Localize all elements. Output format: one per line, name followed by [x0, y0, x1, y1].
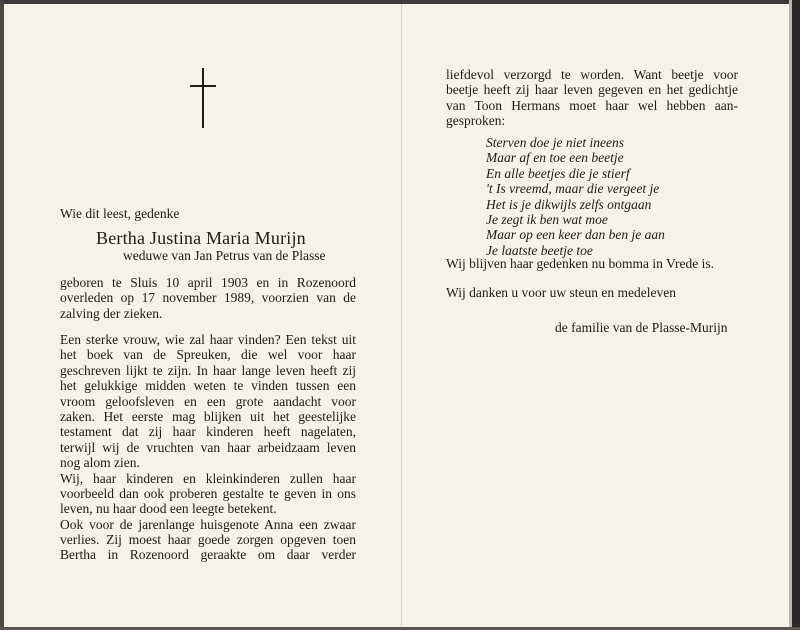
remembrance-line: Wij blijven haar gedenken nu bomma in Vrede is.: [446, 256, 714, 271]
body-line: geschreven lijkt te zijn. In haar lange leven heeft zij: [60, 362, 356, 378]
body-line: het gelukkige midden weten te vinden tussen een: [60, 378, 356, 394]
body-line: nog alom zien.: [60, 455, 140, 471]
poem: [486, 135, 665, 258]
continuation-line: beetje heeft zij haar leven gegeven en het gedichtje: [446, 82, 738, 98]
birth-line: overleden op 17 november 1989, voorzien van de: [60, 290, 356, 306]
body-line: voorbeeld dan ook proberen gestalte te geven in ons: [60, 485, 356, 501]
birth-line: geboren te Sluis 10 april 1903 en in Rozenoord: [60, 275, 356, 290]
thanks-line: Wij danken u voor uw steun en medeleven: [446, 285, 677, 300]
cross-icon: [180, 68, 226, 128]
body-line: het boek van de Spreuken, die wel voor haar: [60, 347, 356, 363]
body-line: testament dat zij haar kinderen heeft nagelaten,: [60, 424, 356, 440]
body-line: zaken. Het eerste mag blijken uit het geestelijke: [60, 408, 356, 424]
body-line: Wij, haar kinderen en kleinkinderen zullen haar: [60, 470, 356, 486]
continuation-line: liefdevol verzorgd te worden. Want beetje voor: [446, 67, 738, 82]
body-line: leven, nu haar dood een leegte betekent.: [60, 501, 277, 517]
poem-line: Je zegt ik ben wat moe: [486, 211, 608, 227]
scan-edge-right-inner: [789, 0, 792, 630]
poem-line: En alle beetjes die je stierf: [486, 165, 630, 181]
scan-edge-left: [0, 0, 4, 630]
poem-line: Je laatste beetje toe: [486, 242, 593, 258]
scan-edge-top: [0, 0, 800, 4]
body-line: Een sterke vrouw, wie zal haar vinden? Een tekst uit: [60, 332, 356, 347]
body-line: Bertha in Rozenoord geraakte om daar verder: [60, 547, 356, 563]
body-line: Ook voor de jarenlange huisgenote Anna een zwaar: [60, 516, 356, 532]
body-line: verlies. Zij moest haar goede zorgen opgeven toen: [60, 532, 356, 548]
scan-edge-right: [792, 0, 800, 630]
body-line: terwijl wij de vruchten van haar arbeidzaam leven: [60, 439, 356, 455]
birth-line: zalving der zieken.: [60, 305, 163, 321]
deceased-name: Bertha Justina Maria Murijn: [96, 228, 306, 248]
continuation-line: van Toon Hermans moet haar wel hebben aan-: [446, 97, 738, 113]
poem-line: Maar op een keer dan ben je aan: [486, 227, 665, 243]
body-line: vroom geloofsleven en een grote aandacht voor: [60, 393, 356, 409]
continuation-paragraph: [446, 67, 738, 129]
poem-line: Het is je dikwijls zelfs ontgaan: [486, 196, 652, 212]
birth-death-paragraph: [60, 275, 356, 321]
continuation-line: gesproken:: [446, 113, 506, 129]
widow-line: weduwe van Jan Petrus van de Plasse: [123, 248, 326, 263]
body-paragraph: [60, 332, 356, 563]
poem-line: Sterven doe je niet ineens: [486, 135, 624, 150]
poem-line: Maar af en toe een beetje: [486, 150, 624, 166]
poem-line: 't Is vreemd, maar die vergeet je: [486, 181, 660, 197]
intro-text: Wie dit leest, gedenke: [60, 206, 180, 221]
center-fold: [401, 4, 402, 627]
family-signature: de familie van de Plasse-Murijn: [555, 320, 728, 335]
